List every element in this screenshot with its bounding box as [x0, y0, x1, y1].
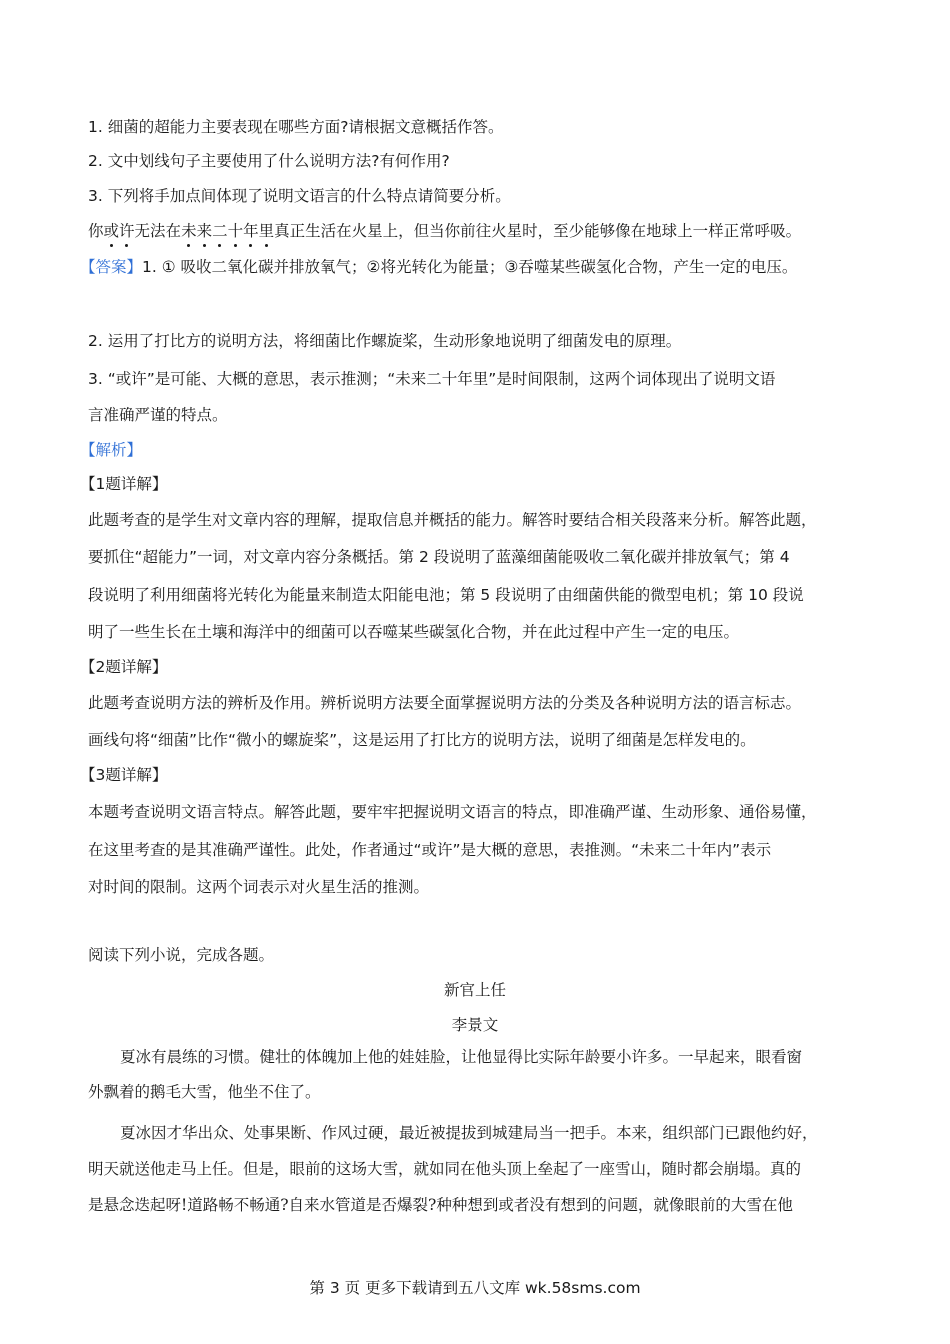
analysis-heading-2: 【2题详解】 — [80, 658, 168, 676]
emphasis-char: 许 — [119, 222, 135, 240]
answer-tag: 【答案】 — [80, 258, 143, 276]
page-footer: 第 3 页 更多下载请到五八文库 wk.58sms.com — [309, 1279, 641, 1297]
story-prompt: 阅读下列小说，完成各题。 — [88, 946, 275, 964]
story-p1-line-1: 夏冰有晨练的习惯。健壮的体魄加上他的娃娃脸，让他显得比实际年龄要小许多。一早起来，眼看窗 — [120, 1048, 803, 1066]
answer-line-1 — [80, 256, 797, 278]
sentence-part-b: 无法在 — [134, 222, 182, 240]
story-title: 新官上任 — [443, 981, 506, 999]
story-p2-line-2: 明天就送他走马上任。但是，眼前的这场大雪，就如同在他头顶上垒起了一座雪山，随时都会崩塌。真的 — [88, 1160, 802, 1178]
emphasis-char: 里 — [258, 222, 275, 240]
story-p1-line-2: 外飘着的鹅毛大雪，他坐不住了。 — [88, 1083, 321, 1101]
analysis-p2-line-2: 画线句将“细菌”比作“微小的螺旋桨”，这是运用了打比方的说明方法，说明了细菌是怎样发电的。 — [88, 731, 756, 749]
analysis-p1-line-3: 段说明了利用细菌将光转化为能量来制造太阳能电池；第 5 段说明了由细菌供能的微型电机；第 10 段说 — [88, 586, 804, 604]
analysis-p1-line-1: 此题考查的是学生对文章内容的理解，提取信息并概括的能力。解答时要结合相关段落来分析。解答此题， — [88, 511, 817, 529]
analysis-p3-line-1: 本题考查说明文语言特点。解答此题，要牢牢把握说明文语言的特点，即准确严谨、生动形象、通俗易懂， — [88, 803, 817, 821]
story-author: 李景文 — [451, 1016, 499, 1034]
emphasis-char: 未 — [181, 222, 197, 240]
emphasis-char: 年 — [243, 222, 259, 240]
dotted-word-1 — [104, 222, 135, 240]
dotted-sentence — [88, 220, 801, 242]
analysis-p2-line-1: 此题考查说明方法的辨析及作用。辨析说明方法要全面掌握说明方法的分类及各种说明方法的语言标志。 — [88, 694, 802, 712]
story-p2-line-1: 夏冰因才华出众、处事果断、作风过硬，最近被提拔到城建局当一把手。本来，组织部门已跟他约好， — [120, 1124, 818, 1142]
sentence-part-c: 真正生活在火星上，但当你前往火星时，至少能够像在地球上一样正常呼吸。 — [274, 222, 802, 240]
sentence-part-a: 你 — [88, 222, 104, 240]
analysis-p3-line-2: 在这里考查的是其准确严谨性。此处，作者通过“或许”是大概的意思，表推测。“未来二十年内”表示 — [88, 841, 772, 859]
answer-1: 1. ① 吸收二氧化碳并排放氧气；②将光转化为能量；③吞噬某些碳氢化合物，产生一定的电压。 — [142, 258, 798, 276]
analysis-p1-line-4: 明了一些生长在土壤和海洋中的细菌可以吞噬某些碳氢化合物，并在此过程中产生一定的电压。 — [88, 623, 740, 641]
story-p2-line-3: 是悬念迭起呀!道路畅不畅通?自来水管道是否爆裂?种种想到或者没有想到的问题，就像眼前的大雪在他 — [88, 1196, 793, 1214]
analysis-heading-3: 【3题详解】 — [80, 766, 168, 784]
answer-3-line-2: 言准确严谨的特点。 — [88, 406, 228, 424]
question-3: 3. 下列将手加点间体现了说明文语言的什么特点请简要分析。 — [88, 187, 511, 205]
emphasis-char: 十 — [227, 222, 244, 240]
emphasis-char: 二 — [212, 222, 228, 240]
dotted-word-2 — [181, 222, 274, 240]
analysis-p3-line-3: 对时间的限制。这两个词表示对火星生活的推测。 — [88, 878, 430, 896]
answer-2: 2. 运用了打比方的说明方法，将细菌比作螺旋桨，生动形象地说明了细菌发电的原理。 — [88, 332, 682, 350]
answer-3-line-1: 3. “或许”是可能、大概的意思，表示推测；“未来二十年里”是时间限制，这两个词体现出了说明文语 — [88, 370, 776, 388]
question-2: 2. 文中划线句子主要使用了什么说明方法?有何作用? — [88, 152, 450, 170]
analysis-p1-line-2: 要抓住“超能力”一词，对文章内容分条概括。第 2 段说明了蓝藻细菌能吸收二氧化碳并排放氧气；第 4 — [88, 548, 790, 566]
analysis-tag: 【解析】 — [80, 441, 143, 459]
emphasis-char: 来 — [196, 222, 213, 240]
analysis-heading-1: 【1题详解】 — [80, 475, 168, 493]
question-1: 1. 细菌的超能力主要表现在哪些方面?请根据文意概括作答。 — [88, 118, 504, 136]
emphasis-char: 或 — [103, 222, 120, 240]
